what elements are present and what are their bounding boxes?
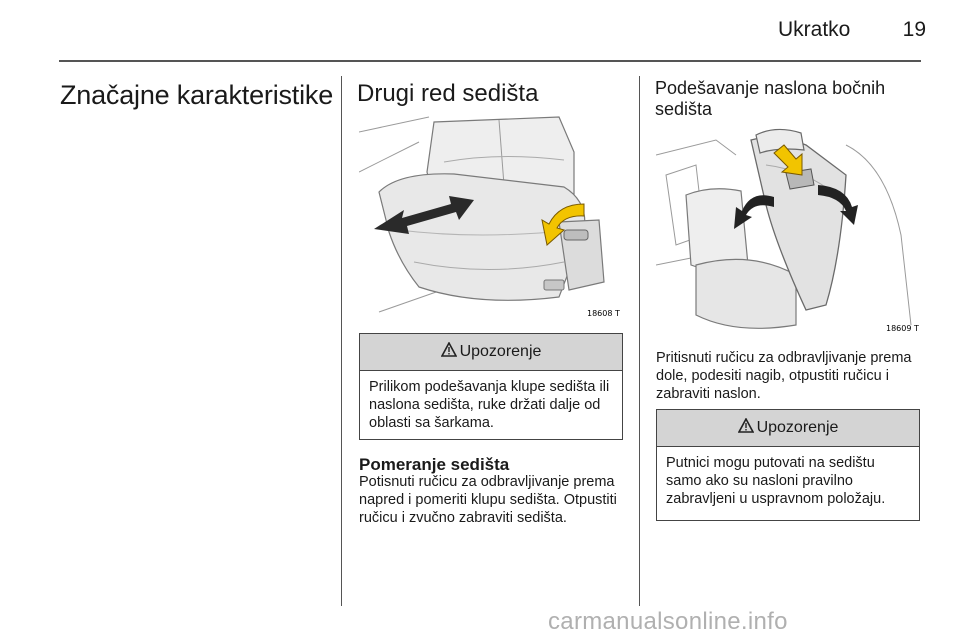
section-title: Značajne karakteristike xyxy=(60,80,334,110)
warning-header xyxy=(657,410,919,447)
warning-title: Upozorenje xyxy=(459,343,542,360)
warning-triangle-icon xyxy=(738,418,754,438)
backrest-illustration xyxy=(656,125,920,335)
paragraph-backrest: Pritisnuti ručicu za odbravljivanje prema dole, podesiti nagib, otpustiti ručicu i zabraviti naslon. xyxy=(656,350,912,402)
subheading-seat-move: Pomeranje sedišta xyxy=(359,455,510,474)
warning-header xyxy=(360,334,622,371)
heading-side-backrest: Podešavanje naslona bočnih sedišta xyxy=(655,78,886,119)
watermark: carmanualsonline.info xyxy=(548,608,788,635)
figure-id-right: 18609 T xyxy=(886,324,919,333)
heading-second-row-seats: Drugi red sedišta xyxy=(357,80,539,107)
header-rule xyxy=(59,60,921,62)
figure-seat-slide xyxy=(359,112,622,320)
page-header-title: Ukratko xyxy=(778,18,851,41)
column-divider-left xyxy=(341,76,342,606)
figure-id-left: 18608 T xyxy=(587,309,620,318)
column-divider-right xyxy=(639,76,640,606)
page-number: 19 xyxy=(902,18,926,41)
seat-slide-illustration xyxy=(359,112,622,320)
figure-backrest-adjust xyxy=(656,125,920,335)
paragraph-seat-move: Potisnuti ručicu za odbravljivanje prema napred i pomeriti klupu sedišta. Otpustiti ručicu i zvučno zabraviti sedišta. xyxy=(359,474,617,526)
warning-box-backrest-lock xyxy=(656,409,920,521)
warning-text: Putnici mogu putovati na sedištu samo ako su nasloni pravilno zabravljeni u uspravnom položaju. xyxy=(666,455,886,507)
warning-triangle-icon xyxy=(441,342,457,362)
warning-box-seat-hinge xyxy=(359,333,623,440)
warning-text: Prilikom podešavanja klupe sedišta ili naslona sedišta, ruke držati dalje od oblasti sa šarkama. xyxy=(369,379,610,431)
warning-title: Upozorenje xyxy=(756,419,839,436)
